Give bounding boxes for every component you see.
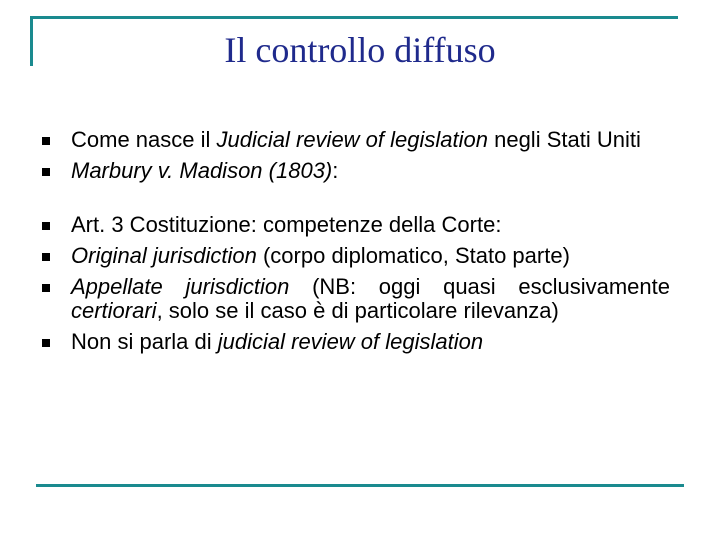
square-bullet-icon bbox=[42, 168, 50, 176]
bullet-item-3: Art. 3 Costituzione: competenze della Corte: bbox=[40, 213, 670, 237]
square-bullet-icon bbox=[42, 137, 50, 145]
bullet-item-5: Appellate jurisdiction (NB: oggi quasi esclusivamente certiorari, solo se il caso è di particolare rilevanza) bbox=[40, 275, 670, 323]
bullet-item-6: Non si parla di judicial review of legislation bbox=[40, 330, 670, 354]
square-bullet-icon bbox=[42, 222, 50, 230]
bullet-list bbox=[40, 128, 670, 354]
bullet-item-2: Marbury v. Madison (1803): bbox=[40, 159, 670, 183]
bullet-item-4: Original jurisdiction (corpo diplomatico, Stato parte) bbox=[40, 244, 670, 268]
square-bullet-icon bbox=[42, 253, 50, 261]
square-bullet-icon bbox=[42, 284, 50, 292]
square-bullet-icon bbox=[42, 339, 50, 347]
top-rule bbox=[30, 16, 678, 19]
bullet-item-1: Come nasce il Judicial review of legislation negli Stati Uniti bbox=[40, 128, 670, 152]
slide-title: Il controllo diffuso bbox=[224, 30, 496, 70]
bottom-rule bbox=[36, 484, 684, 487]
